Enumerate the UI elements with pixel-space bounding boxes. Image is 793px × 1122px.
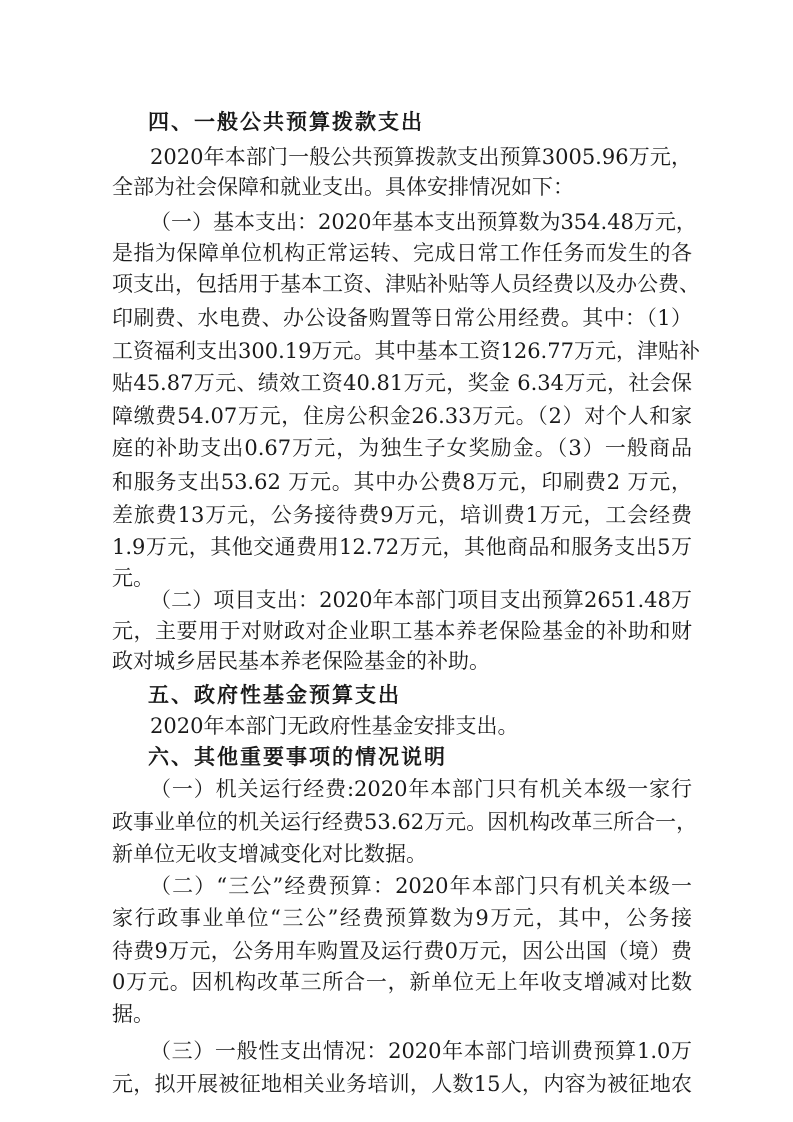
paragraph-line: 障缴费54.07万元，住房公积金26.33万元。（2）对个人和家: [112, 404, 692, 428]
paragraph-line: 项支出，包括用于基本工资、津贴补贴等人员经费以及办公费、: [112, 272, 700, 296]
paragraph-line: 政事业单位的机关运行经费53.62万元。因机构改革三所合一，: [112, 810, 698, 834]
paragraph-line: 元，拟开展被征地相关业务培训，人数15人，内容为被征地农: [112, 1072, 692, 1096]
paragraph-line: 庭的补助支出0.67万元，为独生子女奖励金。（3）一般商品: [112, 436, 692, 460]
paragraph-line: 元。: [112, 566, 154, 590]
paragraph-line: （一）基本支出：2020年基本支出预算数为354.48万元，: [150, 210, 697, 234]
section-heading: 五、政府性基金预算支出: [148, 683, 401, 707]
section-heading: 四、一般公共预算拨款支出: [148, 110, 424, 134]
paragraph-line: 待费9万元，公务用车购置及运行费0万元，因公出国（境）费: [112, 939, 692, 963]
paragraph-line: （二）“三公”经费预算：2020年本部门只有机关本级一: [150, 874, 692, 898]
paragraph-line: 2020年本部门无政府性基金安排支出。: [150, 714, 519, 738]
paragraph-line: 印刷费、水电费、办公设备购置等日常公用经费。其中：（1）: [112, 306, 692, 330]
paragraph-line: 是指为保障单位机构正常运转、完成日常工作任务而发生的各: [112, 241, 692, 265]
paragraph-line: （二）项目支出：2020年本部门项目支出预算2651.48万: [150, 588, 692, 612]
paragraph-line: 1.9万元，其他交通费用12.72万元，其他商品和服务支出5万: [112, 535, 692, 559]
paragraph-line: 0万元。因机构改革三所合一，新单位无上年收支增减对比数: [112, 970, 692, 994]
section-heading: 六、其他重要事项的情况说明: [148, 745, 447, 769]
paragraph-line: 工资福利支出300.19万元。其中基本工资126.77万元，津贴补: [112, 339, 700, 363]
paragraph-line: 差旅费13万元，公务接待费9万元，培训费1万元，工会经费: [112, 503, 692, 527]
paragraph-line: 政对城乡居民基本养老保险基金的补助。: [112, 649, 490, 673]
paragraph-line: 元，主要用于对财政对企业职工基本养老保险基金的补助和财: [112, 619, 692, 643]
paragraph-line: 据。: [112, 1002, 154, 1026]
paragraph-line: 新单位无收支增减变化对比数据。: [112, 842, 427, 866]
paragraph-line: 和服务支出53.62 万元。其中办公费8万元，印刷费2 万元，: [112, 470, 692, 494]
paragraph-line: 全部为社会保障和就业支出。具体安排情况如下：: [112, 175, 574, 199]
paragraph-line: （三）一般性支出情况：2020年本部门培训费预算1.0万: [150, 1039, 692, 1063]
paragraph-line: （一）机关运行经费:2020年本部门只有机关本级一家行: [150, 777, 692, 801]
paragraph-line: 贴45.87万元、绩效工资40.81万元，奖金 6.34万元，社会保: [112, 371, 692, 395]
paragraph-line: 家行政事业单位“三公”经费预算数为9万元，其中，公务接: [112, 906, 692, 930]
paragraph-line: 2020年本部门一般公共预算拨款支出预算3005.96万元，: [150, 145, 692, 169]
